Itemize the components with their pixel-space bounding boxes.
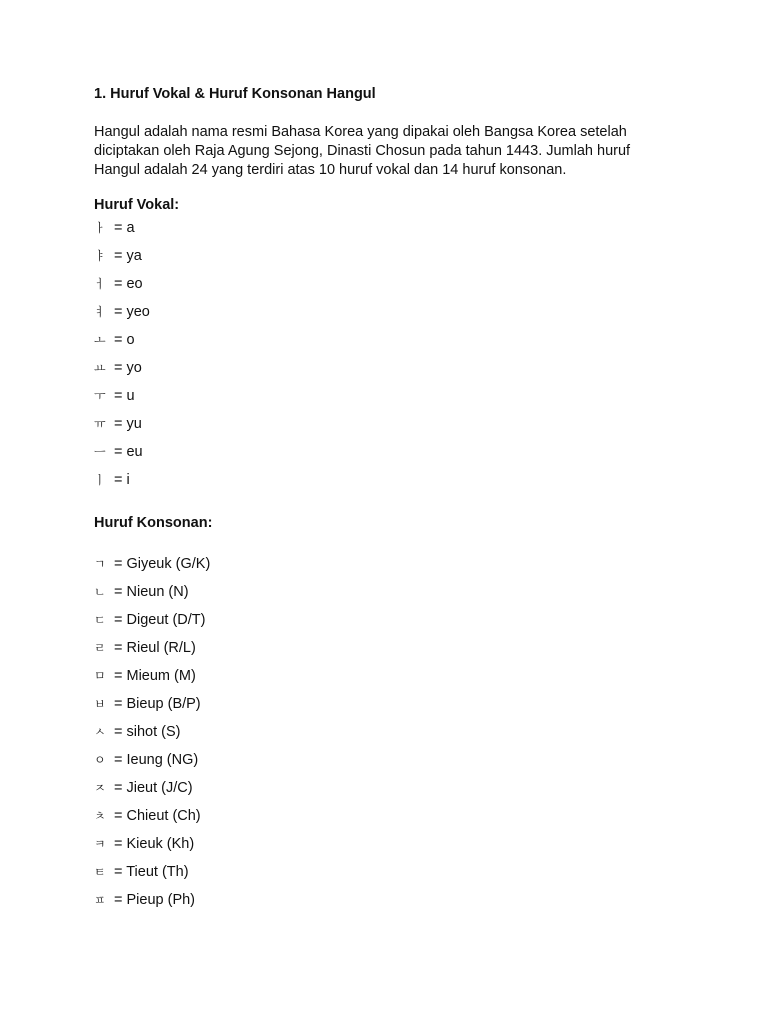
consonant-romanization: = Mieum (M) (114, 668, 196, 684)
hangul-glyph: ㄷ (94, 613, 106, 627)
vowel-romanization: = i (114, 472, 130, 488)
vowel-item (94, 332, 150, 360)
consonant-item (94, 836, 210, 864)
vowel-list (94, 220, 150, 500)
consonant-romanization: = Rieul (R/L) (114, 640, 196, 656)
vowel-romanization: = yo (114, 360, 142, 376)
vowel-item (94, 220, 150, 248)
vowel-romanization: = yeo (114, 304, 150, 320)
hangul-glyph: ㄱ (94, 557, 106, 571)
hangul-glyph: ㅇ (94, 753, 106, 767)
hangul-glyph: ㄹ (94, 641, 106, 655)
vowel-romanization: = u (114, 388, 135, 404)
vowel-item (94, 276, 150, 304)
consonant-item (94, 752, 210, 780)
hangul-glyph: ㅊ (94, 809, 106, 823)
section-title: 1. Huruf Vokal & Huruf Konsonan Hangul (94, 86, 376, 102)
consonant-item (94, 892, 210, 920)
consonant-item (94, 780, 210, 808)
vowel-item (94, 416, 150, 444)
intro-line: diciptakan oleh Raja Agung Sejong, Dinasti Chosun pada tahun 1443. Jumlah huruf (94, 143, 631, 159)
consonant-item (94, 612, 210, 640)
hangul-glyph: ㅋ (94, 837, 106, 851)
vowel-item (94, 472, 150, 500)
vowel-item (94, 248, 150, 276)
vowel-romanization: = eu (114, 444, 143, 460)
hangul-glyph: ㅠ (94, 417, 106, 431)
hangul-glyph: ㅈ (94, 781, 106, 795)
consonant-item (94, 640, 210, 668)
hangul-glyph: ㅜ (94, 389, 106, 403)
consonant-list (94, 556, 210, 920)
consonant-romanization: = sihot (S) (114, 724, 181, 740)
vowel-romanization: = eo (114, 276, 143, 292)
consonant-romanization: = Giyeuk (G/K) (114, 556, 211, 572)
hangul-glyph: ㅁ (94, 669, 106, 683)
consonant-item (94, 724, 210, 752)
hangul-glyph: ㅓ (94, 277, 106, 291)
hangul-glyph: ㅛ (94, 361, 106, 375)
consonant-item (94, 668, 210, 696)
intro-line: Hangul adalah 24 yang terdiri atas 10 huruf vokal dan 14 huruf konsonan. (94, 162, 567, 178)
vowel-romanization: = yu (114, 416, 142, 432)
consonant-romanization: = Bieup (B/P) (114, 696, 201, 712)
vowel-item (94, 304, 150, 332)
consonant-item (94, 696, 210, 724)
hangul-glyph: ㅗ (94, 333, 106, 347)
hangul-glyph: ㅡ (94, 445, 106, 459)
consonant-item (94, 864, 210, 892)
consonant-item (94, 556, 210, 584)
consonant-item (94, 584, 210, 612)
consonant-romanization: = Nieun (N) (114, 584, 189, 600)
consonant-romanization: = Kieuk (Kh) (114, 836, 195, 852)
hangul-glyph: ㅕ (94, 305, 106, 319)
vowel-romanization: = a (114, 220, 135, 236)
consonant-item (94, 808, 210, 836)
vowel-item (94, 444, 150, 472)
consonant-romanization: = Pieup (Ph) (114, 892, 196, 908)
hangul-glyph: ㄴ (94, 585, 106, 599)
consonant-romanization: = Digeut (D/T) (114, 612, 206, 628)
hangul-glyph: ㅂ (94, 697, 106, 711)
vowel-romanization: = ya (114, 248, 142, 264)
consonant-romanization: = Jieut (J/C) (114, 780, 193, 796)
consonant-romanization: = Tieut (Th) (114, 864, 189, 880)
vowel-item (94, 388, 150, 416)
intro-line: Hangul adalah nama resmi Bahasa Korea yang dipakai oleh Bangsa Korea setelah (94, 124, 627, 140)
hangul-glyph: ㅅ (94, 725, 106, 739)
consonant-heading: Huruf Konsonan: (94, 515, 213, 531)
hangul-glyph: ㅑ (94, 249, 106, 263)
hangul-glyph: ㅌ (94, 865, 106, 879)
vowel-item (94, 360, 150, 388)
vowel-romanization: = o (114, 332, 135, 348)
intro-paragraph (94, 123, 674, 180)
consonant-romanization: = Ieung (NG) (114, 752, 199, 768)
consonant-romanization: = Chieut (Ch) (114, 808, 201, 824)
hangul-glyph: ㅍ (94, 893, 106, 907)
hangul-glyph: ㅏ (94, 221, 106, 235)
vowel-heading: Huruf Vokal: (94, 197, 180, 213)
hangul-glyph: ㅣ (94, 473, 106, 487)
